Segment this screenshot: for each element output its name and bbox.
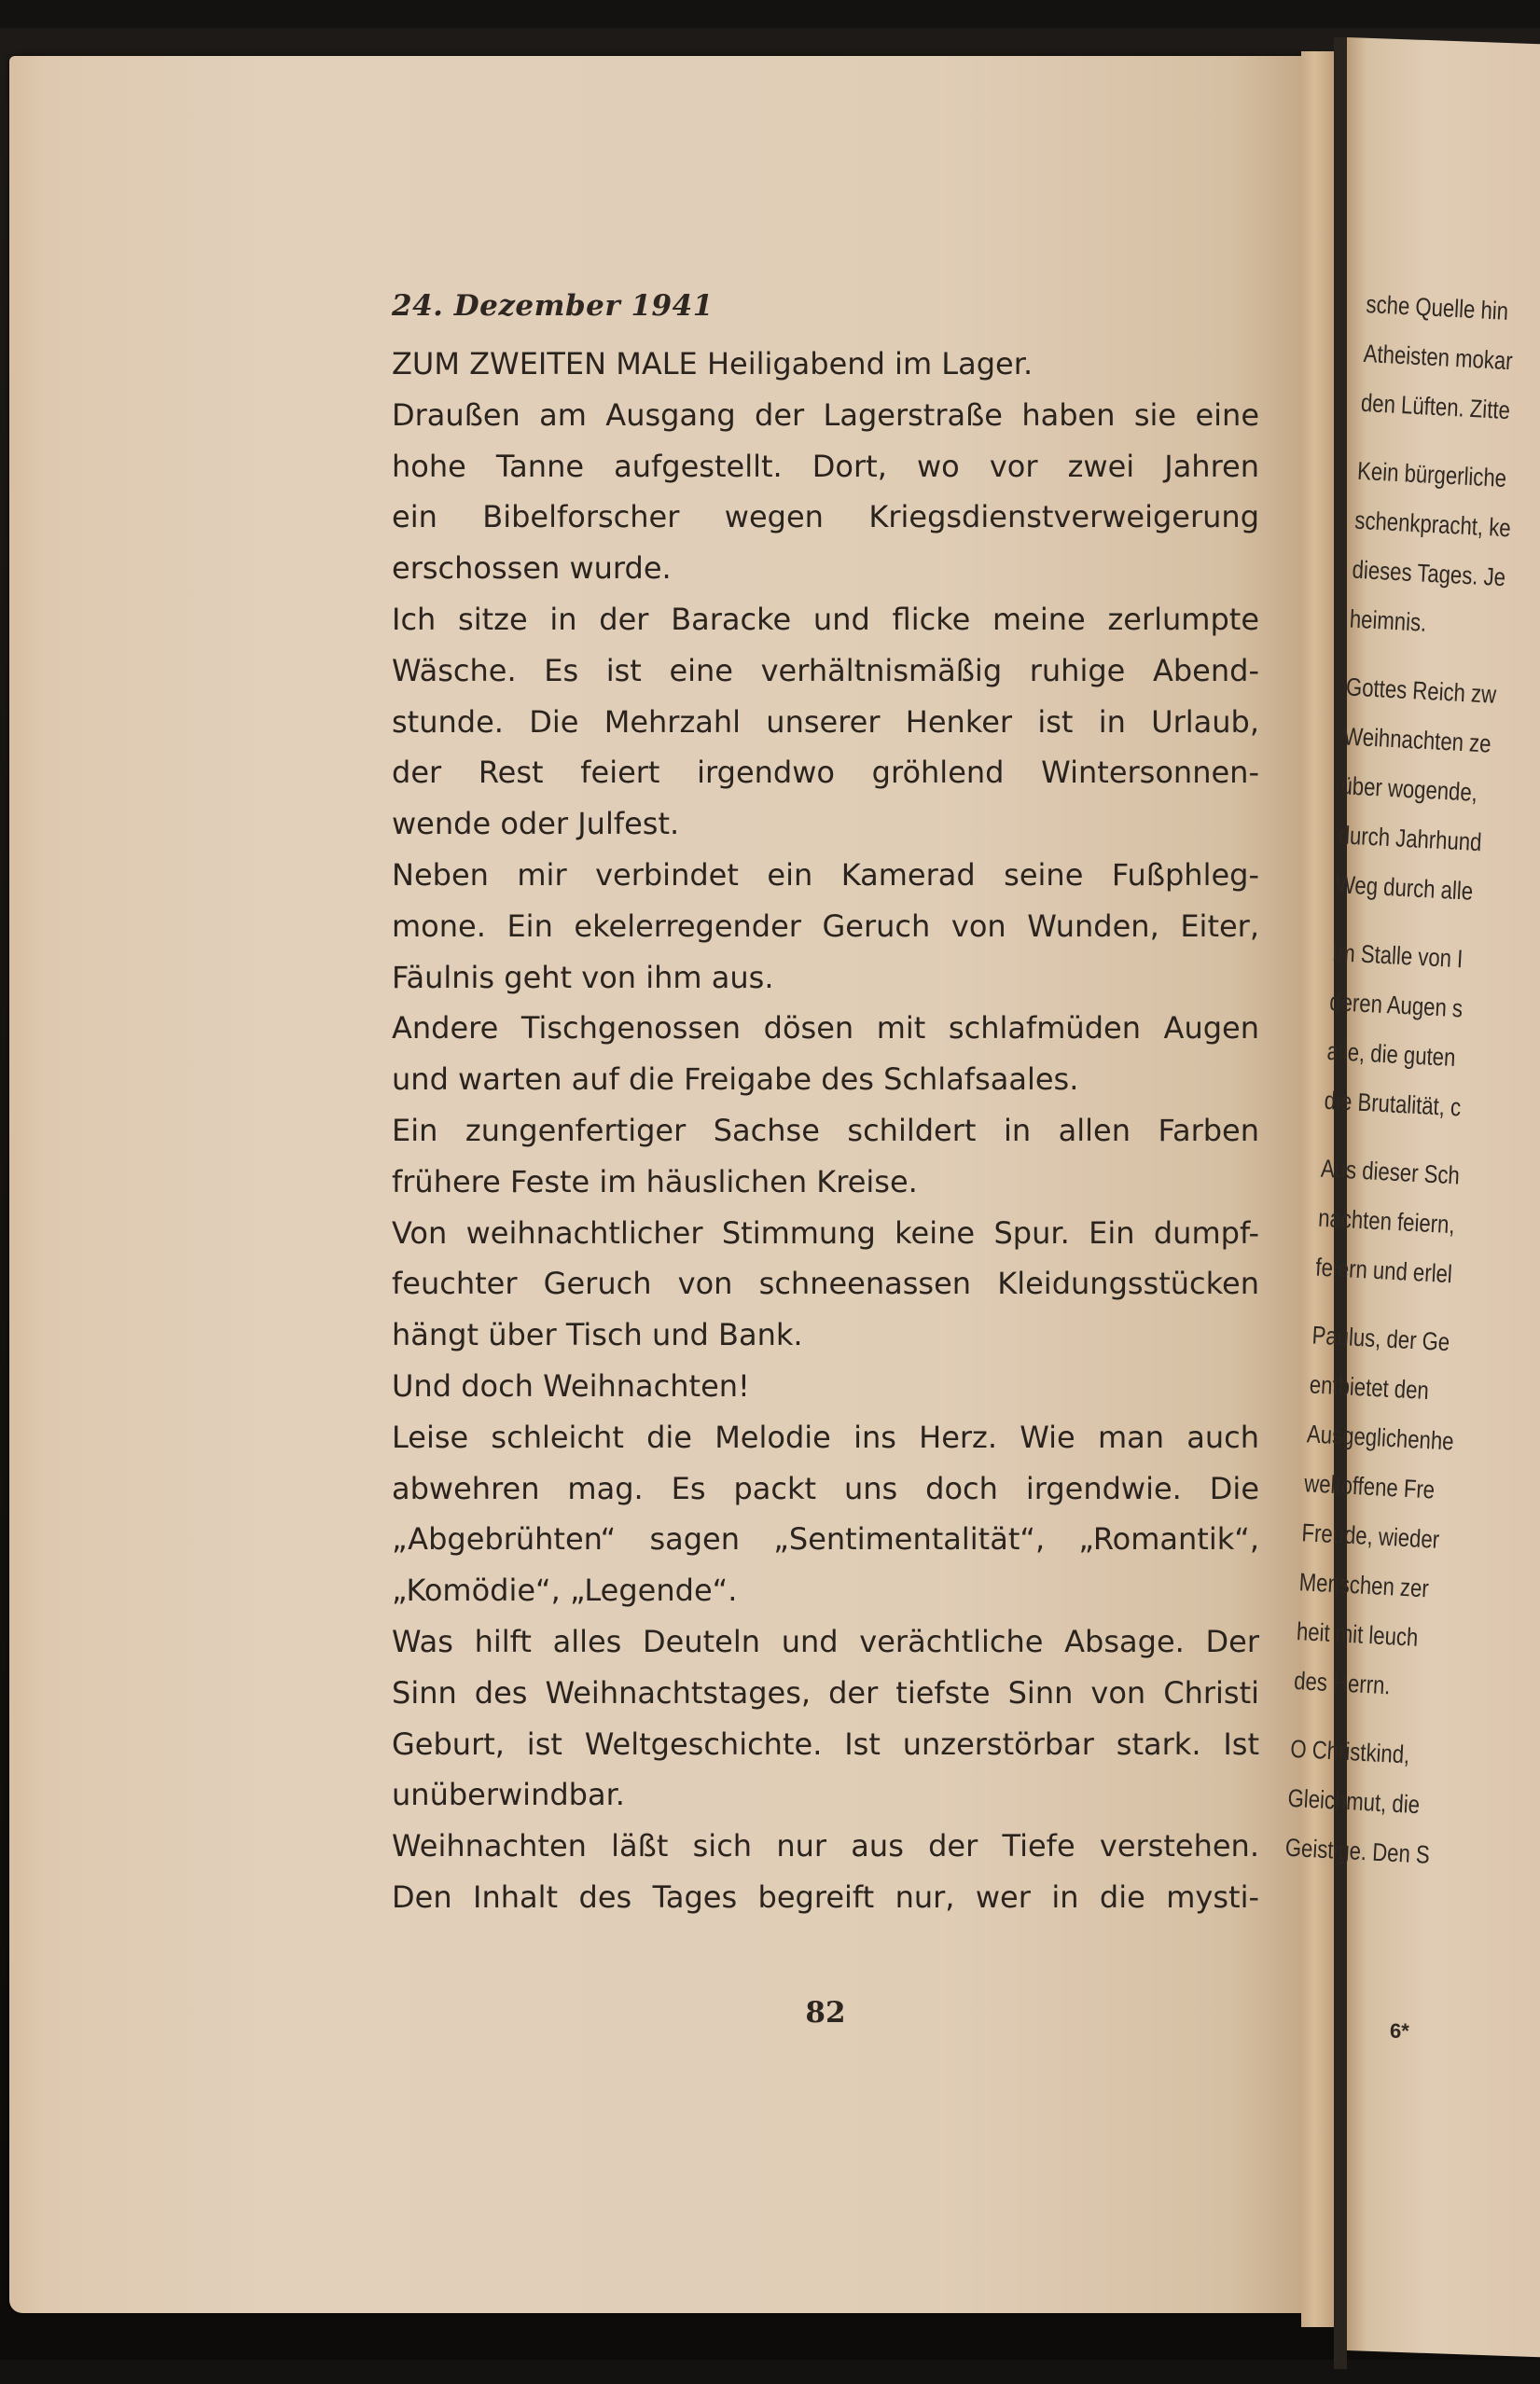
text-line: Und doch Weihnachten! — [392, 1367, 750, 1404]
text-line: Ausgeglichenhe — [1306, 1420, 1455, 1456]
page-number: 82 — [805, 1996, 846, 2030]
text-line: Weihnachten ze — [1342, 722, 1492, 758]
text-line: Aus dieser Sch — [1320, 1154, 1461, 1190]
left-page-text — [392, 284, 1259, 2030]
text-line: stunde. Die Mehrzahl unserer Henker ist in Urlaub, — [392, 703, 1259, 740]
text-line: Draußen am Ausgang der Lagerstraße haben sie eine — [392, 396, 1259, 433]
text-line: Menschen zer — [1298, 1568, 1430, 1603]
text-line: Weihnachten läßt sich nur aus der Tiefe verstehen. — [392, 1828, 1259, 1864]
text-line: Atheisten mokar — [1363, 339, 1514, 376]
text-line: mone. Ein ekelerregender Geruch von Wunden, Eiter, — [392, 908, 1259, 944]
text-line: Geistige. Den S — [1284, 1833, 1431, 1869]
text-line: Neben mir verbindet ein Kamerad seine Fußphleg- — [392, 856, 1259, 893]
text-line: „Komödie“, „Legende“. — [392, 1573, 738, 1609]
text-line: ein Bibelforscher wegen Kriegsdienstverweigerung — [392, 499, 1259, 535]
text-line: abwehren mag. Es packt uns doch irgendwie. Die — [392, 1470, 1259, 1506]
text-line: Freude, wieder — [1300, 1518, 1440, 1554]
text-line: hängt über Tisch und Bank. — [392, 1317, 803, 1353]
text-line: O Christkind, — [1289, 1734, 1411, 1769]
text-line: die Brutalität, c — [1324, 1086, 1462, 1122]
text-line: dieses Tages. Je — [1351, 555, 1506, 592]
text-line: Gleichmut, die — [1286, 1783, 1421, 1820]
text-line: unüberwindbar. — [392, 1777, 625, 1813]
text-line: alle, die guten — [1325, 1036, 1457, 1073]
text-line: der Rest feiert irgendwo gröhlend Wintersonnen- — [392, 755, 1259, 791]
text-line: entbietet den — [1309, 1370, 1430, 1406]
date-heading: 24. Dezember 1941 — [392, 289, 714, 323]
text-line: des Herrn. — [1293, 1666, 1392, 1700]
text-line: Leise schleicht die Melodie ins Herz. Wie man auch — [392, 1419, 1259, 1455]
text-line: ZUM ZWEITEN MALE Heiligabend im Lager. — [392, 346, 1034, 381]
text-line: feuchter Geruch von schneenassen Kleidungsstücken — [392, 1266, 1259, 1302]
text-line: Kein bürgerliche — [1356, 456, 1507, 493]
text-line: hohe Tanne aufgestellt. Dort, wo vor zwei Jahren — [392, 448, 1259, 484]
text-line: sche Quelle hin — [1365, 289, 1509, 326]
text-line: Sinn des Weihnachtstages, der tiefste Sinn von Christi — [392, 1674, 1259, 1711]
right-page-number: 6* — [1390, 2019, 1409, 2043]
text-line: Weg durch alle — [1335, 870, 1474, 906]
text-line: deren Augen s — [1328, 987, 1464, 1023]
text-line: nachten feiern, — [1317, 1203, 1456, 1240]
text-line: Was hilft alles Deuteln und verächtliche Absage. Der — [392, 1623, 1259, 1659]
text-line: Fäulnis geht von ihm aus. — [392, 959, 774, 995]
text-line: Wäsche. Es ist eine verhältnismäßig ruhige Abend- — [392, 652, 1259, 688]
text-line: Ein zungenfertiger Sachse schildert in allen Farben — [392, 1112, 1259, 1148]
text-line: „Abgebrühten“ sagen „Sentimentalität“, „Romantik“, — [392, 1521, 1259, 1558]
text-line: Andere Tischgenossen dösen mit schlafmüden Augen — [392, 1010, 1259, 1046]
text-line: heimnis. — [1349, 604, 1428, 637]
text-line: Paulus, der Ge — [1311, 1321, 1450, 1357]
text-line: Den Inhalt des Tages begreift nur, wer in die mysti- — [392, 1878, 1259, 1915]
text-line: erschossen wurde. — [392, 550, 672, 587]
text-line: heit mit leuch — [1296, 1617, 1420, 1652]
text-line: Von weihnachtlicher Stimmung keine Spur. Ein dumpf- — [392, 1214, 1259, 1251]
text-line: schenkpracht, ke — [1353, 506, 1512, 543]
text-line: wende oder Julfest. — [392, 806, 680, 842]
text-line: feiern und erlel — [1314, 1253, 1453, 1289]
text-line: weltoffene Fre — [1303, 1469, 1436, 1504]
text-line: Im Stalle von I — [1331, 938, 1464, 974]
text-line: Gottes Reich zw — [1345, 672, 1497, 709]
text-line: Ich sitze in der Baracke und flicke meine zerlumpte — [392, 601, 1259, 637]
text-line: und warten auf die Freigabe des Schlafsaales. — [392, 1061, 1079, 1098]
text-line: frühere Feste im häuslichen Kreise. — [392, 1163, 918, 1199]
text-line: den Lüften. Zitte — [1360, 388, 1511, 425]
text-line: Geburt, ist Weltgeschichte. Ist unzerstörbar stark. Ist — [392, 1726, 1259, 1762]
text-line: durch Jahrhund — [1338, 821, 1483, 857]
text-line: über wogende, — [1339, 771, 1478, 807]
